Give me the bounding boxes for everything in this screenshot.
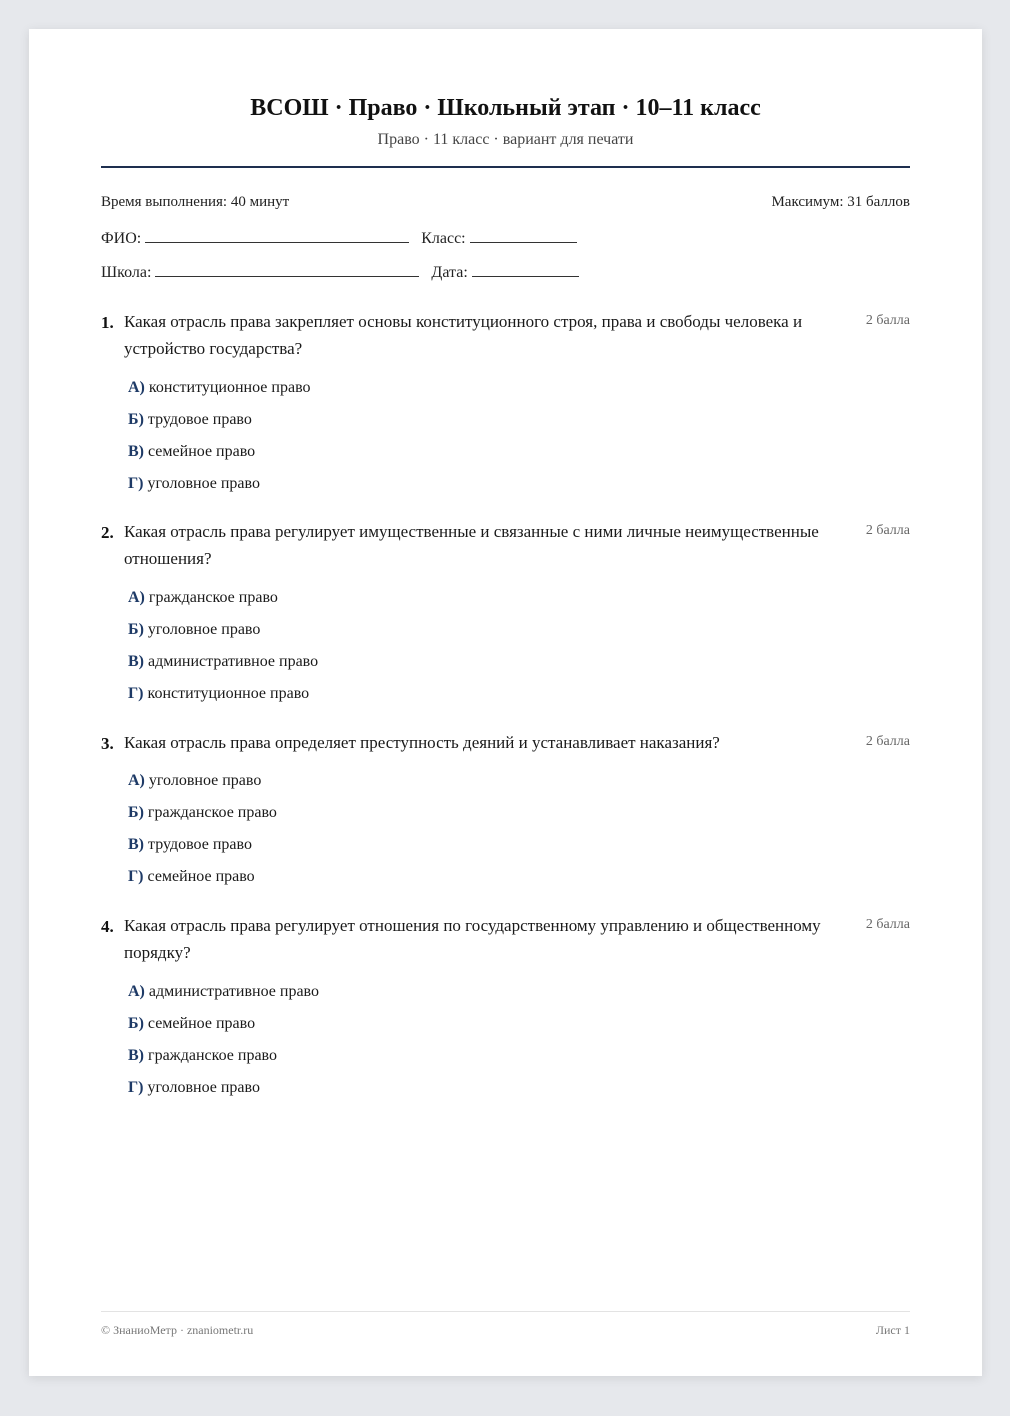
class-label: Класс:: [421, 230, 466, 247]
option-text: трудовое право: [147, 411, 252, 428]
question-points: 2 балла: [865, 917, 910, 932]
answer-option[interactable]: [128, 1047, 319, 1079]
question-number: 1.: [101, 313, 114, 332]
option-text: конституционное право: [147, 685, 310, 702]
sheet-content: [101, 29, 910, 1376]
option-text: административное право: [148, 653, 319, 670]
answer-option[interactable]: [128, 836, 277, 868]
option-text: конституционное право: [148, 379, 311, 396]
answer-options: [128, 379, 311, 507]
answer-option[interactable]: [128, 475, 311, 507]
option-letter: Г): [128, 1079, 144, 1096]
option-letter: Г): [128, 685, 144, 702]
answer-option[interactable]: [128, 621, 318, 653]
question-points: 2 балла: [865, 313, 910, 328]
question-text: Какая отрасль права регулирует имущественные и связанные с ними личные неимущественные отношения?: [124, 522, 819, 568]
option-letter: В): [128, 653, 144, 670]
option-text: уголовное право: [147, 1079, 260, 1096]
option-text: трудовое право: [148, 836, 252, 853]
option-text: административное право: [148, 983, 319, 1000]
question-number: 2.: [101, 523, 114, 542]
answer-option[interactable]: [128, 804, 277, 836]
answer-option[interactable]: [128, 1079, 319, 1111]
option-letter: А): [128, 772, 145, 789]
option-text: гражданское право: [148, 1047, 277, 1064]
question-points: 2 балла: [865, 523, 910, 538]
max-score: Максимум: 31 баллов: [771, 194, 910, 210]
answer-options: [128, 589, 318, 717]
option-text: уголовное право: [147, 621, 261, 638]
answer-options: [128, 772, 277, 900]
question-number: 3.: [101, 734, 114, 753]
option-letter: А): [128, 379, 145, 396]
option-letter: Б): [128, 804, 144, 821]
option-text: семейное право: [147, 868, 255, 885]
option-text: гражданское право: [147, 804, 277, 821]
class-field[interactable]: [470, 226, 577, 243]
answer-option[interactable]: [128, 653, 318, 685]
option-letter: Б): [128, 1015, 144, 1032]
answer-option[interactable]: [128, 443, 311, 475]
option-letter: В): [128, 836, 144, 853]
option-letter: В): [128, 1047, 144, 1064]
answer-option[interactable]: [128, 983, 319, 1015]
school-date-row: [101, 260, 579, 282]
school-label: Школа:: [101, 264, 152, 281]
option-letter: А): [128, 983, 145, 1000]
fio-class-row: [101, 226, 577, 248]
option-text: семейное право: [147, 1015, 256, 1032]
option-letter: Г): [128, 475, 144, 492]
page-footer: [101, 1323, 910, 1338]
question-text: Какая отрасль права закрепляет основы конституционного строя, права и свободы человека и устройство государства?: [124, 312, 803, 358]
answer-option[interactable]: [128, 772, 277, 804]
meta-row: [101, 194, 910, 211]
option-text: уголовное право: [147, 475, 260, 492]
option-letter: А): [128, 589, 145, 606]
page-title: ВСОШ · Право · Школьный этап · 10–11 класс: [250, 95, 761, 121]
question-text: Какая отрасль права регулирует отношения по государственному управлению и общественному порядку?: [124, 916, 821, 962]
time-limit: Время выполнения: 40 минут: [101, 194, 290, 210]
fio-label: ФИО:: [101, 230, 142, 247]
option-text: гражданское право: [148, 589, 278, 606]
answer-option[interactable]: [128, 379, 311, 411]
date-label: Дата:: [431, 264, 468, 281]
school-field[interactable]: [155, 260, 419, 277]
answer-option[interactable]: [128, 685, 318, 717]
question-text: Какая отрасль права определяет преступность деяний и устанавливает наказания?: [124, 733, 720, 752]
page-number: Лист 1: [875, 1323, 910, 1337]
footer-copyright: © ЗнаниоМетр · znaniometr.ru: [101, 1323, 254, 1337]
title-divider: [101, 166, 910, 168]
option-letter: Б): [128, 411, 144, 428]
page-subtitle: Право · 11 класс · вариант для печати: [377, 131, 634, 148]
option-text: уголовное право: [148, 772, 262, 789]
question-number: 4.: [101, 917, 114, 936]
option-letter: Г): [128, 868, 144, 885]
answer-option[interactable]: [128, 589, 318, 621]
question-points: 2 балла: [865, 734, 910, 749]
footer-divider: [101, 1311, 910, 1312]
answer-options: [128, 983, 319, 1111]
answer-option[interactable]: [128, 411, 311, 443]
answer-option[interactable]: [128, 868, 277, 900]
fio-field[interactable]: [145, 226, 409, 243]
option-text: семейное право: [148, 443, 256, 460]
exam-sheet: [29, 29, 982, 1376]
date-field[interactable]: [472, 260, 579, 277]
option-letter: В): [128, 443, 144, 460]
answer-option[interactable]: [128, 1015, 319, 1047]
option-letter: Б): [128, 621, 144, 638]
